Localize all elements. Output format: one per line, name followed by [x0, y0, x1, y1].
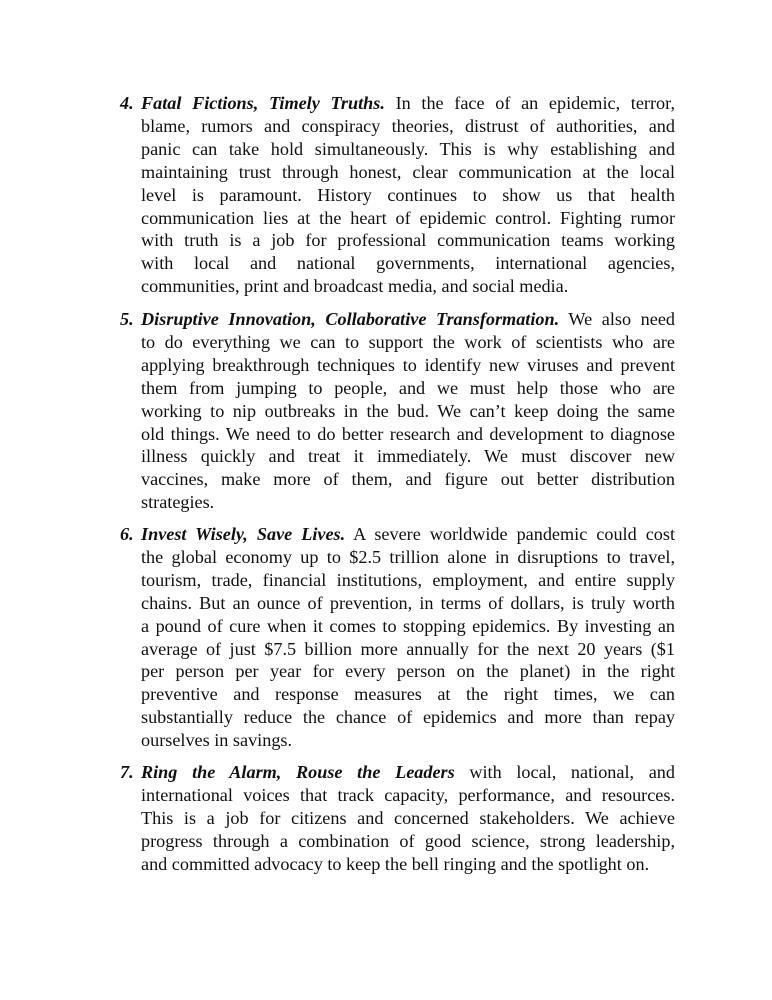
item-line: communities, print and broadcast media, and social media. [141, 276, 569, 297]
item-line: maintaining trust through honest, clear communication at the local [141, 161, 675, 182]
list-item-5 [120, 308, 675, 514]
item-line: blame, rumors and conspiracy theories, distrust of authorities, and [141, 115, 675, 136]
item-line: per person per year for every person on the planet) in the right [141, 661, 675, 682]
item-line [141, 523, 675, 546]
item-line: average of just $7.5 billion more annually for the next 20 years ($1 [141, 638, 675, 659]
item-line: This is a job for citizens and concerned stakeholders. We achieve [141, 807, 675, 828]
item-line: with local and national governments, international agencies, [141, 253, 675, 274]
item-line: the global economy up to $2.5 trillion alone in disruptions to travel, [141, 546, 675, 567]
item-title: Invest Wisely, Save Lives. [141, 524, 346, 544]
item-line: a pound of cure when it comes to stopping epidemics. By investing an [141, 615, 675, 636]
item-title: Ring the Alarm, Rouse the Leaders [141, 762, 455, 782]
item-title: Fatal Fictions, Timely Truths. [141, 93, 385, 113]
item-line: progress through a combination of good science, strong leadership, [141, 830, 675, 851]
item-text: with local, national, and [454, 762, 675, 782]
list-item-6 [120, 523, 675, 752]
item-line: communication lies at the heart of epidemic control. Fighting rumor [141, 207, 675, 228]
item-line: international voices that track capacity, performance, and resources. [141, 784, 675, 805]
item-line: level is paramount. History continues to show us that health [141, 184, 675, 205]
item-line: with truth is a job for professional communication teams working [141, 230, 675, 251]
item-text: We also need [559, 309, 675, 329]
item-line: applying breakthrough techniques to identify new viruses and prevent [141, 354, 675, 375]
list-item-4 [120, 92, 675, 298]
item-line: ourselves in savings. [141, 730, 293, 751]
item-line [141, 308, 675, 331]
item-line [141, 761, 675, 784]
item-line: preventive and response measures at the right times, we can [141, 684, 675, 705]
item-line: them from jumping to people, and we must help those who are [141, 377, 675, 398]
item-number: 4. [120, 93, 134, 113]
item-line: panic can take hold simultaneously. This is why establishing and [141, 138, 675, 159]
item-body [141, 761, 675, 876]
item-text: In the face of an epidemic, terror, [384, 93, 676, 113]
item-line: chains. But an ounce of prevention, in terms of dollars, is truly worth [141, 592, 675, 613]
item-line: tourism, trade, financial institutions, employment, and entire supply [141, 569, 675, 590]
item-line: old things. We need to do better research and development to diagnose [141, 423, 675, 444]
item-title: Disruptive Innovation, Collaborative Transformation. [141, 309, 560, 329]
item-line: and committed advocacy to keep the bell ringing and the spotlight on. [141, 853, 650, 874]
item-body [141, 523, 675, 752]
item-line: illness quickly and treat it immediately. We must discover new [141, 446, 675, 467]
item-line [141, 92, 675, 115]
list-item-7 [120, 761, 675, 876]
item-body [141, 308, 675, 514]
item-line: working to nip outbreaks in the bud. We can’t keep doing the same [141, 400, 675, 421]
item-number: 6. [120, 524, 134, 544]
item-line: to do everything we can to support the work of scientists who are [141, 331, 675, 352]
item-line: strategies. [141, 492, 215, 513]
item-text: A severe worldwide pandemic could cost [345, 524, 676, 544]
item-body [141, 92, 675, 298]
item-number: 5. [120, 309, 134, 329]
item-number: 7. [120, 762, 134, 782]
item-line: vaccines, make more of them, and figure out better distribution [141, 469, 675, 490]
item-line: substantially reduce the chance of epidemics and more than repay [141, 707, 675, 728]
